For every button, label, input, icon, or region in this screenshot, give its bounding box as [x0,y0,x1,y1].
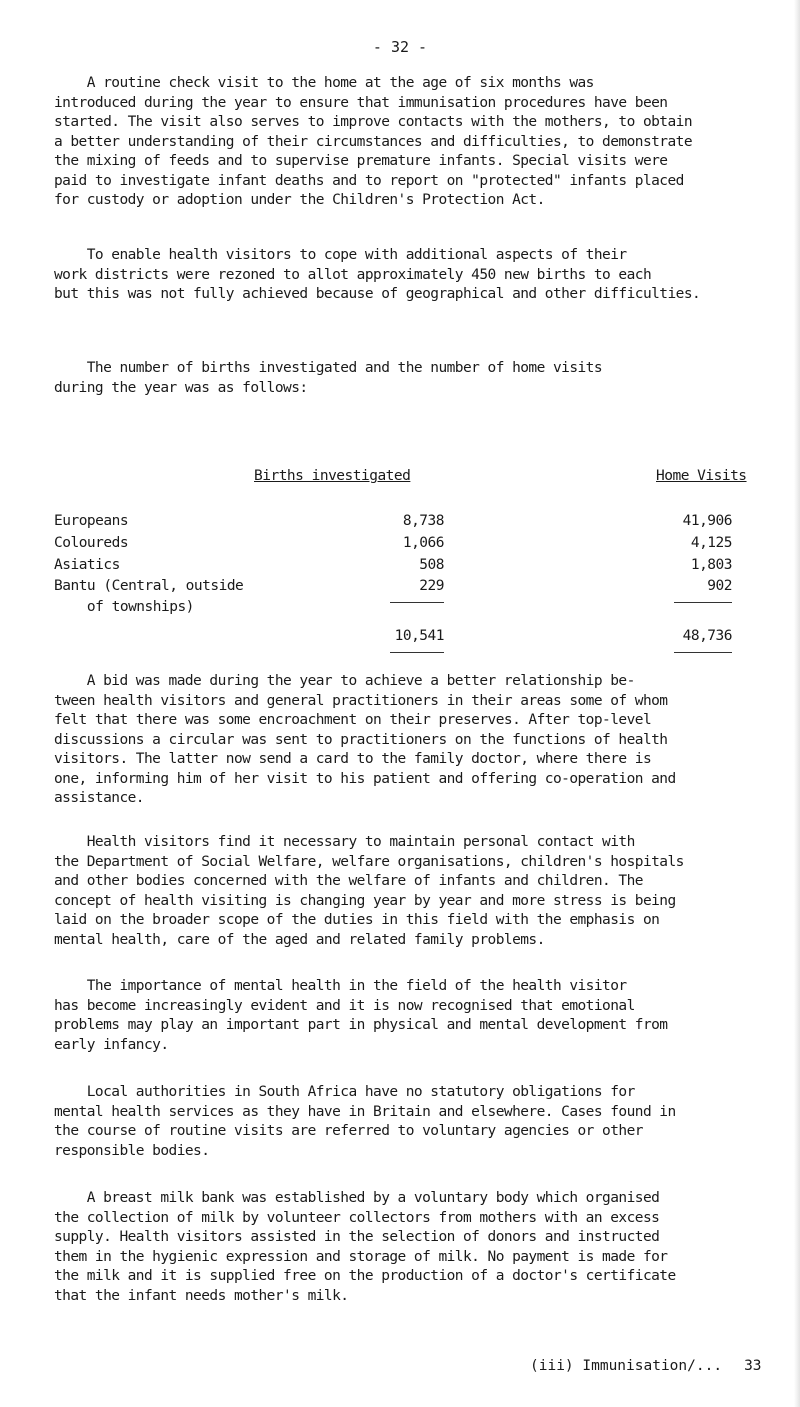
row-label: Bantu (Central, outside [54,578,244,594]
births-value: 229 [419,578,444,594]
text-line: the collection of milk by volunteer collectors from mothers with an excess [54,1209,660,1226]
text-line: Local authorities in South Africa have no statutory obligations for [54,1084,635,1100]
text-line: has become increasingly evident and it is now recognised that emotional [54,997,635,1014]
text-line: for custody or adoption under the Children's Protection Act. [54,192,545,208]
table-row [54,557,774,577]
text-line: introduced during the year to ensure that immunisation procedures have been [54,94,668,111]
paragraph-mental-health [54,977,799,1055]
header-births-investigated: Births investigated [254,468,411,484]
page-footer [530,1358,762,1374]
row-label: of townships) [54,599,194,615]
text-line: started. The visit also serves to improve contacts with the mothers, to obtain [54,114,693,130]
text-line: one, informing him of her visit to his patient and offering co-operation and [54,770,676,787]
visits-value: 41,906 [682,513,732,529]
text-line: problems may play an important part in physical and mental development from [54,1017,668,1033]
text-line: A breast milk bank was established by a voluntary body which organised [54,1190,660,1206]
page-number: - 32 - [372,38,428,56]
text-line: laid on the broader scope of the duties in this field with the emphasis on [54,912,660,928]
births-value: 8,738 [402,513,444,529]
visits-value: 1,803 [690,557,732,573]
text-line: concept of health visiting is changing year by year and more stress is being [54,892,676,909]
visits-total: 48,736 [682,628,732,644]
paragraph-local-authorities [54,1083,799,1161]
text-line: the milk and it is supplied free on the production of a doctor's certificate [54,1268,676,1284]
text-line: the mixing of feeds and to supervise premature infants. Special visits were [54,153,668,169]
text-line: and other bodies concerned with the welfare of infants and children. The [54,873,643,889]
visits-value: 4,125 [690,535,732,551]
header-home-visits: Home Visits [656,468,747,484]
text-line: felt that there was some encroachment on their preserves. After top-level [54,712,652,728]
table-row [54,535,774,555]
scan-edge-shadow [794,0,800,1407]
text-line: paid to investigate infant deaths and to report on "protected" infants placed [54,172,684,189]
births-subtotal-rule [390,602,444,603]
visits-subtotal-rule [674,602,732,603]
row-label: Europeans [54,513,129,529]
births-total: 10,541 [394,628,444,644]
visits-total-rule [674,652,732,653]
text-line: A routine check visit to the home at the age of six months was [54,75,594,91]
text-line: them in the hygienic expression and storage of milk. No payment is made for [54,1248,668,1265]
text-line: The importance of mental health in the field of the health visitor [54,978,627,994]
text-line: the course of routine visits are referred to voluntary agencies or other [54,1123,643,1139]
text-line: To enable health visitors to cope with additional aspects of their [54,247,627,263]
paragraph-personal-contact [54,833,799,950]
text-line: early infancy. [54,1036,169,1053]
paragraph-table-intro [54,359,799,398]
row-label: Coloureds [54,535,129,551]
text-line: The number of births investigated and the number of home visits [54,360,603,376]
text-line: a better understanding of their circumstances and difficulties, to demonstrate [54,133,693,150]
births-total-rule [390,652,444,653]
text-line: the Department of Social Welfare, welfare organisations, children's hospitals [54,853,684,870]
text-line: assistance. [54,790,144,806]
text-line: responsible bodies. [54,1142,210,1159]
continuation-catchword: (iii) Immunisation/... [530,1358,723,1374]
paragraph-routine-check [54,74,799,211]
text-line: visitors. The latter now send a card to the family doctor, where there is [54,751,652,767]
text-line: Health visitors find it necessary to maintain personal contact with [54,834,635,850]
text-line: supply. Health visitors assisted in the selection of donors and instructed [54,1229,660,1245]
visits-value: 902 [707,578,732,594]
text-line: discussions a circular was sent to practitioners on the functions of health [54,731,668,748]
text-line: mental health, care of the aged and related family problems. [54,931,545,948]
table-row [54,513,774,533]
paragraph-breast-milk-bank [54,1189,799,1306]
text-line: tween health visitors and general practitioners in their areas some of whom [54,692,668,709]
paragraph-relationship [54,672,799,809]
text-line: work districts were rezoned to allot approximately 450 new births to each [54,266,652,283]
paragraph-rezoning [54,246,799,305]
births-value: 1,066 [402,535,444,551]
table-total-row [54,628,774,648]
table-row [54,578,774,598]
text-line: but this was not fully achieved because of geographical and other difficulties. [54,286,701,302]
text-line: that the infant needs mother's milk. [54,1287,349,1304]
births-value: 508 [419,557,444,573]
text-line: mental health services as they have in Britain and elsewhere. Cases found in [54,1103,676,1120]
text-line: during the year was as follows: [54,379,308,396]
row-label: Asiatics [54,557,120,573]
text-line: A bid was made during the year to achieve a better relationship be- [54,673,635,689]
next-page-number: 33 [744,1358,762,1374]
